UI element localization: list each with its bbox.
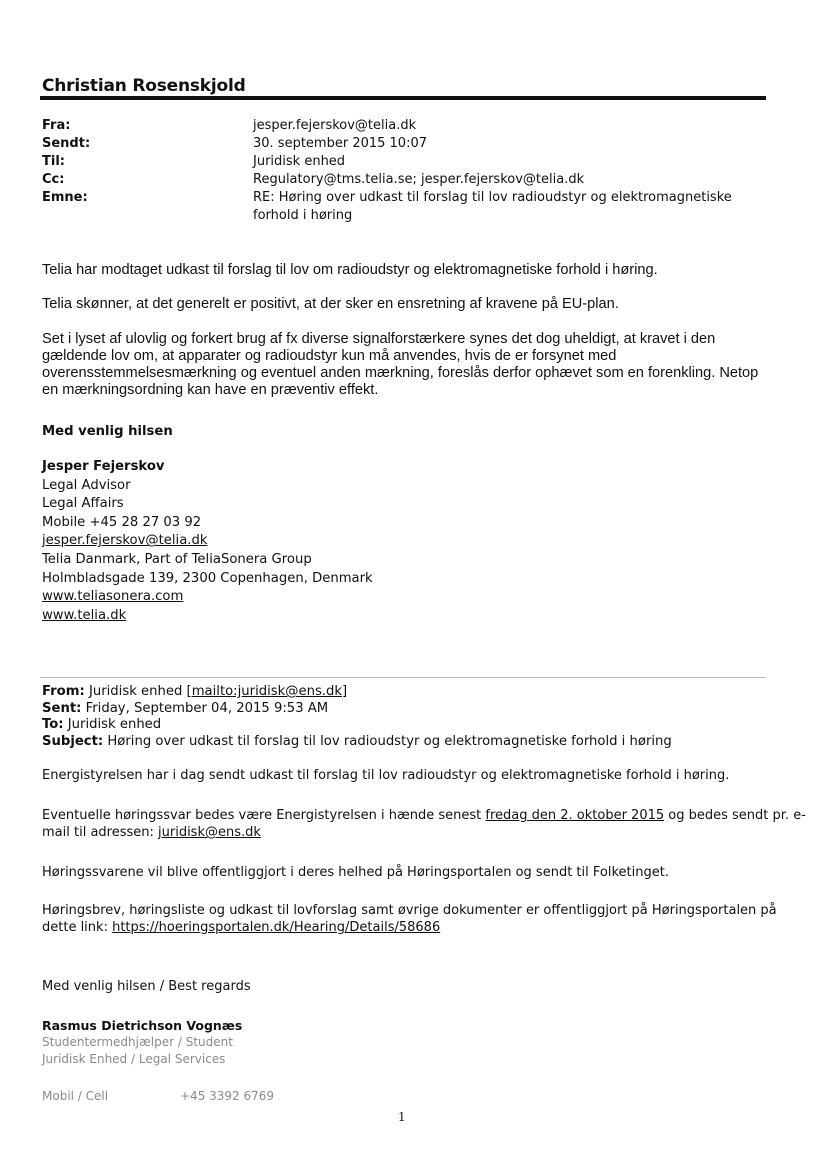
signature-title: Legal Advisor bbox=[42, 477, 131, 493]
fwd-hearing-link[interactable]: https://hoeringsportalen.dk/Hearing/Details/58686 bbox=[112, 920, 441, 935]
fwd-mobile-label: Mobil / Cell bbox=[42, 1089, 109, 1103]
header-rule bbox=[40, 96, 766, 100]
fwd-p4-text: Høringsbrev, høringsliste og udkast til lovforslag samt øvrige dokumenter er offentliggjort på Høringsportalen på bbox=[42, 903, 777, 918]
cc-value: Regulatory@tms.telia.se; jesper.fejerskov@telia.dk bbox=[253, 172, 585, 187]
message-paragraph-3: Set i lyset af ulovlig og forkert brug af fx diverse signalforstærkere synes det dog uheldigt, at kravet i den gældende lov om, at apparater og radioudstyr kun må anvendes, hvis de er forsynet med overensstemmelsesmærkning og eventuel anden mærkning, foreslås derfor ophævet som en forenkling. Netop en mærkningsordning kan have en præventiv effekt. bbox=[42, 331, 759, 398]
fwd-from-value: Juridisk enhed bbox=[88, 684, 183, 699]
cc-label: Cc: bbox=[42, 172, 65, 187]
fwd-to-value: Juridisk enhed bbox=[67, 717, 162, 732]
fwd-mobile-value: +45 3392 6769 bbox=[180, 1089, 275, 1103]
sent-label: Sendt: bbox=[42, 136, 91, 151]
fwd-paragraph-4 bbox=[42, 902, 777, 936]
signature-department: Legal Affairs bbox=[42, 496, 124, 512]
fwd-paragraph-2 bbox=[42, 807, 806, 841]
to-label: Til: bbox=[42, 154, 65, 169]
subject-label: Emne: bbox=[42, 190, 88, 205]
from-label: Fra: bbox=[42, 118, 71, 133]
fwd-p2-text-c: mail til adressen: bbox=[42, 825, 159, 840]
fwd-paragraph-1: Energistyrelsen har i dag sendt udkast til forslag til lov radioudstyr og elektromagnetiske forhold i høring. bbox=[42, 768, 730, 783]
signature-web-link-1[interactable]: www.teliasonera.com bbox=[42, 589, 184, 605]
sender-name: Christian Rosenskjold bbox=[42, 76, 246, 96]
fwd-closing: Med venlig hilsen / Best regards bbox=[42, 979, 251, 994]
fwd-mailto-link[interactable]: [mailto:juridisk@ens.dk] bbox=[186, 684, 348, 699]
message-paragraph-2: Telia skønner, at det generelt er positivt, at der sker en ensretning af kravene på EU-plan. bbox=[42, 296, 619, 312]
fwd-to-label: To: bbox=[42, 717, 64, 732]
signature-address: Holmbladsgade 139, 2300 Copenhagen, Denmark bbox=[42, 570, 373, 586]
fwd-paragraph-3: Høringssvarene vil blive offentliggjort i deres helhed på Høringsportalen og sendt til Folketinget. bbox=[42, 865, 669, 880]
subject-value: RE: Høring over udkast til forslag til lov radioudstyr og elektromagnetiske forhold i høring bbox=[253, 190, 732, 223]
fwd-deadline-date: fredag den 2. oktober 2015 bbox=[485, 808, 665, 823]
signature-company: Telia Danmark, Part of TeliaSonera Group bbox=[42, 551, 312, 567]
signature-email-link[interactable]: jesper.fejerskov@telia.dk bbox=[42, 533, 208, 549]
fwd-from-label: From: bbox=[42, 684, 85, 699]
forward-divider bbox=[40, 677, 766, 678]
sent-value: 30. september 2015 10:07 bbox=[253, 136, 427, 151]
signature-web-link-2[interactable]: www.telia.dk bbox=[42, 607, 127, 623]
fwd-sent-label: Sent: bbox=[42, 700, 82, 716]
signature-block bbox=[42, 458, 373, 625]
fwd-email-link[interactable]: juridisk@ens.dk bbox=[158, 825, 261, 840]
fwd-signature-unit: Juridisk Enhed / Legal Services bbox=[42, 1052, 226, 1066]
from-value: jesper.fejerskov@telia.dk bbox=[253, 118, 417, 133]
forwarded-header bbox=[42, 684, 672, 750]
to-value: Juridisk enhed bbox=[253, 154, 346, 169]
fwd-subject-value: Høring over udkast til forslag til lov radioudstyr og elektromagnetiske forhold i høring bbox=[107, 733, 672, 749]
signature-mobile: Mobile +45 28 27 03 92 bbox=[42, 514, 202, 530]
fwd-signature-role: Studentermedhjælper / Student bbox=[42, 1035, 233, 1049]
fwd-p2-text: Eventuelle høringssvar bedes være Energistyrelsen i hænde senest bbox=[42, 808, 486, 823]
fwd-subject-label: Subject: bbox=[42, 733, 104, 749]
fwd-p4-text-b: dette link: bbox=[42, 920, 113, 935]
fwd-sent-value: Friday, September 04, 2015 9:53 AM bbox=[85, 700, 329, 716]
fwd-signature-name: Rasmus Dietrichson Vognæs bbox=[42, 1018, 243, 1033]
page-number: 1 bbox=[398, 1110, 406, 1124]
message-paragraph-1: Telia har modtaget udkast til forslag til lov om radioudstyr og elektromagnetiske forhold i høring. bbox=[42, 262, 658, 278]
message-closing: Med venlig hilsen bbox=[42, 424, 173, 439]
fwd-p2-text-b: og bedes sendt pr. e- bbox=[664, 808, 806, 823]
signature-name: Jesper Fejerskov bbox=[42, 459, 165, 474]
